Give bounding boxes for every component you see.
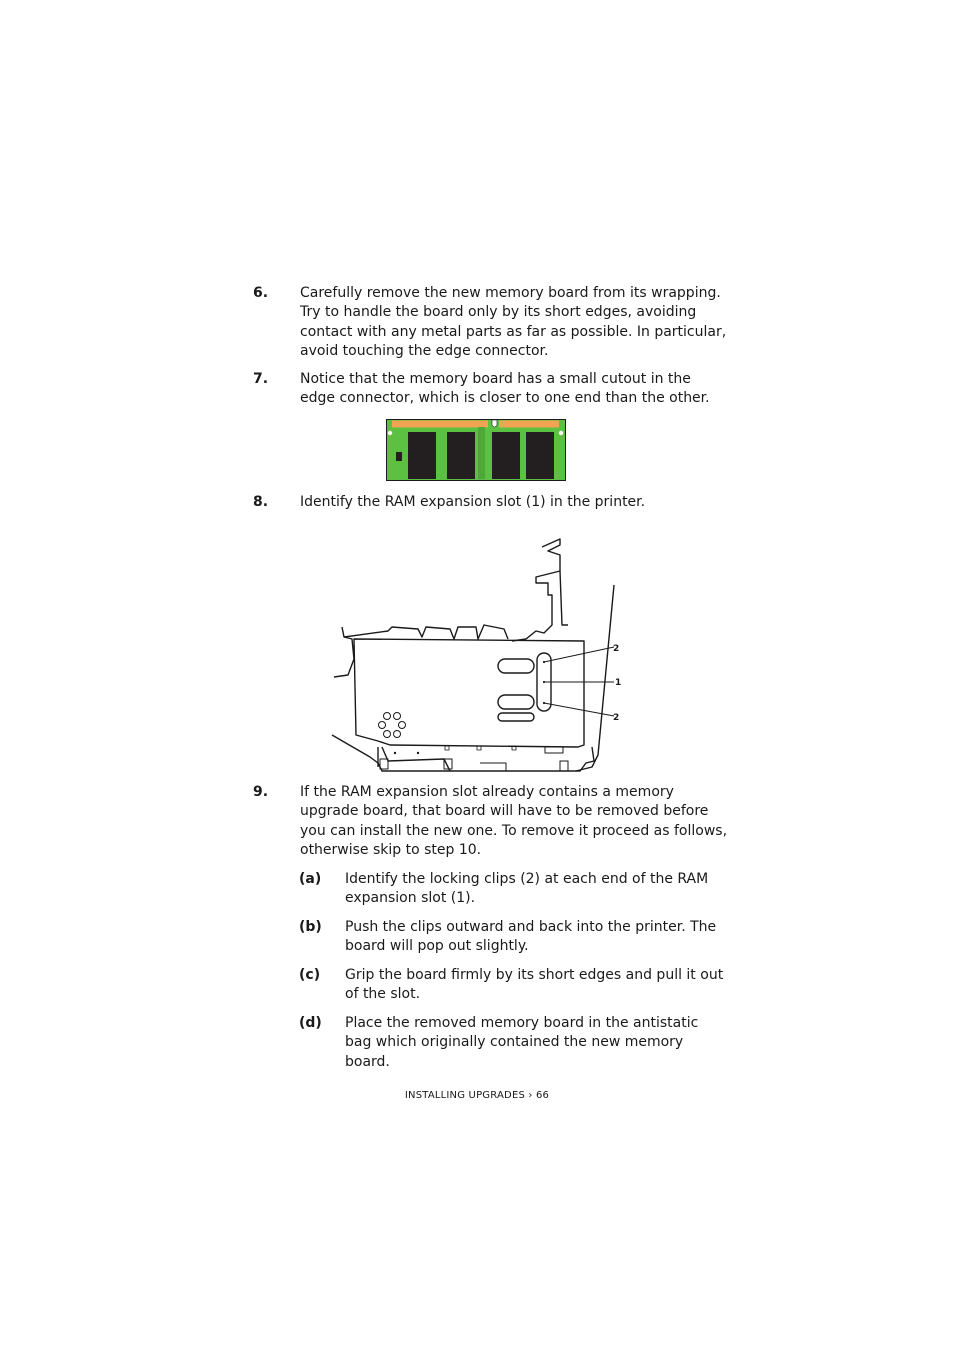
base-edge xyxy=(480,763,506,771)
expansion-slot xyxy=(498,659,534,673)
printer-inner-edge xyxy=(560,571,568,625)
callout-leader xyxy=(544,703,614,716)
screw xyxy=(379,722,386,729)
memory-board-figure xyxy=(386,419,567,482)
substep-text: Push the clips outward and back into the printer. The board will pop out slightly. xyxy=(345,919,717,955)
callout-dot xyxy=(543,661,545,663)
step-8 xyxy=(253,493,728,512)
memory-chip xyxy=(492,432,520,479)
step-number: 8. xyxy=(253,494,269,510)
step-text: Identify the RAM expansion slot (1) in the printer. xyxy=(300,494,646,510)
printer-left-outline xyxy=(334,627,354,677)
screw xyxy=(384,713,391,720)
memory-board-illustration xyxy=(386,419,567,482)
base-edge xyxy=(382,747,450,771)
substep-label: (a) xyxy=(299,871,322,887)
step-6 xyxy=(253,284,728,361)
substep-b xyxy=(299,918,729,957)
mount-hole xyxy=(388,431,392,435)
base-foot xyxy=(560,761,568,771)
port xyxy=(445,746,449,750)
indicator xyxy=(417,752,419,754)
step-text: Carefully remove the new memory board from its wrapping. Try to handle the board only by its short edges, avoiding contact with any metal parts as far as possible. In particular, avoid touching the edge connector. xyxy=(300,285,727,359)
memory-chip xyxy=(526,432,554,479)
memory-chip xyxy=(408,432,436,479)
callout-dot xyxy=(543,681,545,683)
substep-a xyxy=(299,870,729,909)
printer-ridged-top xyxy=(344,625,508,639)
page-footer: INSTALLING UPGRADES › 66 xyxy=(404,1090,550,1101)
edge-connector-right xyxy=(499,421,559,428)
board-trace xyxy=(478,427,485,479)
substep-text: Identify the locking clips (2) at each end of the RAM expansion slot (1). xyxy=(345,871,709,907)
small-component xyxy=(396,452,402,461)
callout-leader xyxy=(544,647,614,662)
expansion-slot xyxy=(498,713,534,721)
printer-top-outline xyxy=(512,539,560,641)
base-foot xyxy=(380,759,388,769)
callout-label-clip-bottom: 2 xyxy=(613,713,620,723)
printer-right-side xyxy=(576,585,614,771)
step-7 xyxy=(253,370,728,409)
step-text: If the RAM expansion slot already contains a memory upgrade board, that board will have to be removed before you can install the new one. To remove it proceed as follows, otherwise skip to step 10. xyxy=(300,784,728,858)
memory-chip xyxy=(447,432,475,479)
indicator xyxy=(394,752,396,754)
substep-label: (b) xyxy=(299,919,322,935)
printer-figure xyxy=(330,535,630,775)
mount-hole xyxy=(559,431,563,435)
screw xyxy=(394,731,401,738)
substep-label: (d) xyxy=(299,1015,322,1031)
step-number: 9. xyxy=(253,784,269,800)
step-number: 7. xyxy=(253,371,269,387)
connector xyxy=(545,747,563,753)
screw xyxy=(399,722,406,729)
substep-c xyxy=(299,966,729,1005)
callout-label-clip-top: 2 xyxy=(613,644,620,654)
callout-dot xyxy=(543,702,545,704)
printer-illustration xyxy=(330,535,630,775)
substep-text: Grip the board firmly by its short edges and pull it out of the slot. xyxy=(345,967,724,1003)
substep-label: (c) xyxy=(299,967,321,983)
edge-connector-left xyxy=(392,421,488,428)
callout-label-slot: 1 xyxy=(615,678,622,688)
step-number: 6. xyxy=(253,285,269,301)
screw xyxy=(394,713,401,720)
expansion-slot xyxy=(498,695,534,709)
step-text: Notice that the memory board has a small cutout in the edge connector, which is closer to one end than the other. xyxy=(300,371,710,407)
step-9 xyxy=(253,783,728,860)
substep-text: Place the removed memory board in the antistatic bag which originally contained the new memory board. xyxy=(345,1015,699,1070)
substep-d xyxy=(299,1014,729,1072)
screw xyxy=(384,731,391,738)
connector-notch xyxy=(492,420,497,427)
